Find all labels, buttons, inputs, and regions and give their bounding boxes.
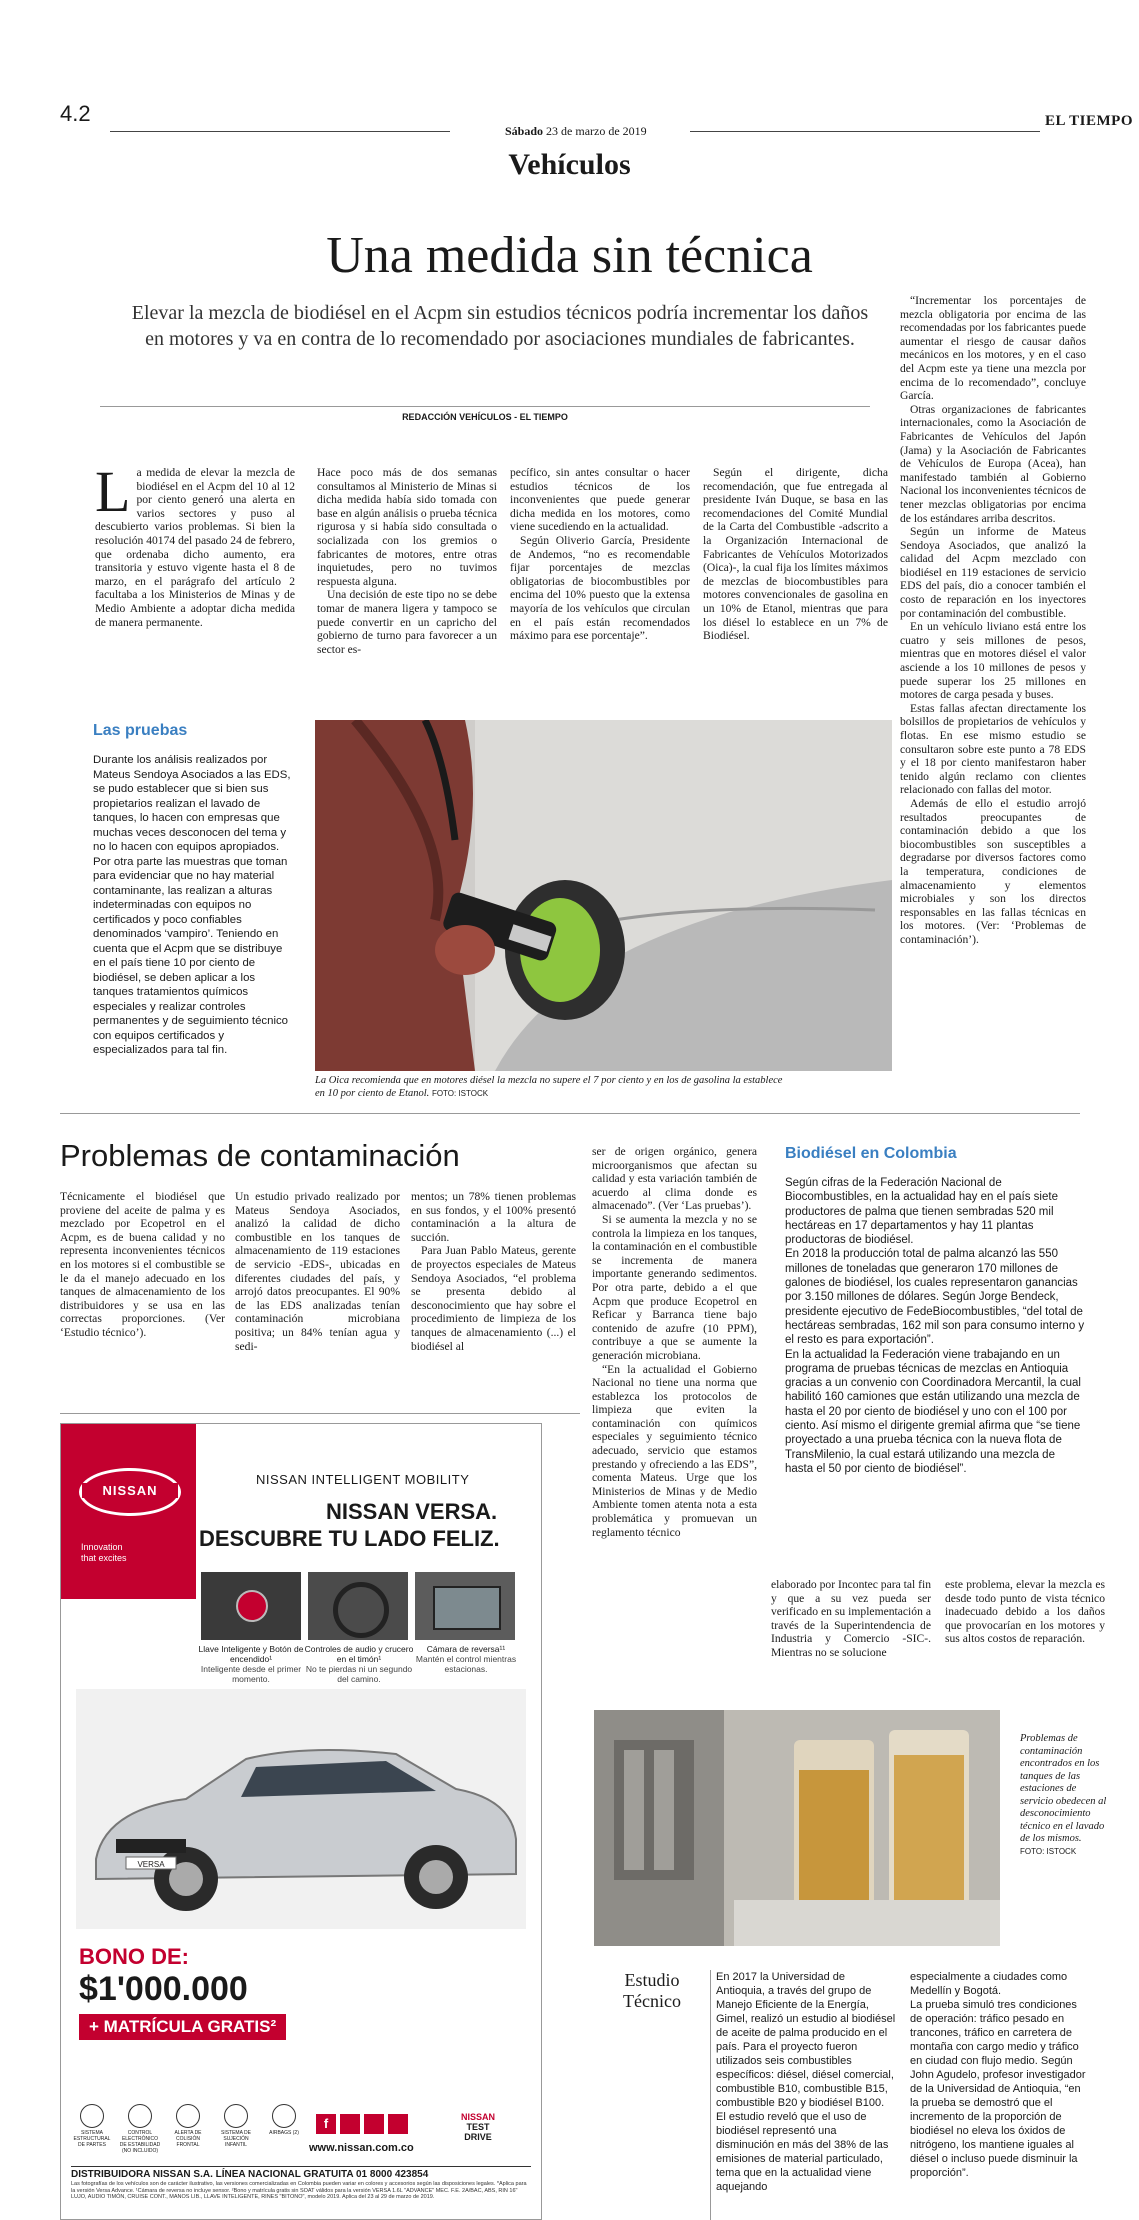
- safety-icon-label: ALERTA DE COLISIÓN FRONTAL: [174, 2130, 202, 2148]
- feature-photo-3: [415, 1572, 515, 1640]
- license-plate: VERSA: [137, 1860, 165, 1869]
- feature-sub: Inteligente desde el primer momento.: [200, 1664, 302, 1684]
- paragraph: Según un informe de Mateus Sendoya Asociados, que analizó la calidad del Acpm mezclado con biodiésel en 119 estaciones de servicio EDS del país, dio a conocer también el costo de reparación en los inyectores por contaminación del combustible.: [900, 525, 1086, 620]
- ad-fineprint: Las fotografías de los vehículos son de carácter ilustrativo, las versiones comercializadas en Colombia pueden variar en colores y accesorios según las disposiciones legales. *Aplica para la versión Versa Advance. ¹Cámara de reversa no incluye sensor. ²Bono y matrícula gratis sin SOAT válidos para la versión VERSA 1.6L "ADVANCE" MEC. F.E. 2A/BAC, ABS, RIN 16" LUJO, AUDIO TIMÓN, CRUISE CONT., MANOS LIB., LLAVE INTELIGENTE, RINES "BITONO", modelo 2019. Aplica del 23 al 29 de marzo de 2019.: [71, 2181, 527, 2200]
- header-rule-right: [690, 131, 1040, 132]
- drop-cap: L: [95, 459, 131, 524]
- engine-illustration: [594, 1710, 1000, 1946]
- paragraph: “Incrementar los porcentajes de mezcla obligatoria por encima de las recomendadas por los fabricantes puede aumentar el riesgo de causar daños mecánicos en los motores, y en el caso del Acpm este ya tiene una mezcla por encima de lo recomendado”, concluye García.: [900, 294, 1086, 403]
- photo-credit: FOTO: ISTOCK: [1020, 1846, 1077, 1856]
- ad-top-rule: [60, 1413, 580, 1414]
- contamination-col-2: Un estudio privado realizado por Mateus Sendoya Asociados, analizó la calidad de dicho combustible en los tanques de almacenamiento de 119 estaciones de servicio -EDS-, ubicadas en diferentes ciudades del país, y arrojó datos preocupantes. El 90% de las EDS analizadas tenían contaminación microbiana positiva; un 84% tenían agua y sedi-: [235, 1190, 400, 1353]
- bono-label: BONO DE:: [79, 1944, 189, 1969]
- safety-icon-label: CONTROL ELECTRÓNICO DE ESTABILIDAD (NO INCLUIDO): [119, 2130, 161, 2154]
- section-divider: [60, 1113, 1080, 1114]
- paragraph: Si se aumenta la mezcla y no se controla la limpieza en los tanques, la contaminación en el combustible se incrementa de manera importante generando sedimentos. Por otra parte, debido a el que Acpm que produce Ecopetrol en Reficar y Barranca tiene bajo contenido de azufre (10 PPM), contribuye a que se aumente la generación microbiana.: [592, 1212, 757, 1362]
- intro-column: [95, 459, 295, 629]
- instagram-icon[interactable]: [364, 2114, 384, 2134]
- contamination-col-1: Técnicamente el biodiésel que proviene del aceite de palma y es mezclado por Ecopetrol en el Acpm, es de buena calidad y no representa inconvenientes técnicos en los motores si el combustible se le da el manejo adecuado en los tanques de almacenamiento de los distribuidores y se usa en las correctas proporciones. (Ver ‘Estudio técnico’).: [60, 1190, 225, 1339]
- caption-text: Problemas de contaminación encontrados en los tanques de las estaciones de servicio obedecen al desconocimiento técnico en el lavado de los mismos.: [1020, 1733, 1107, 1844]
- column-4: [703, 466, 888, 643]
- paragraph: Para Juan Pablo Mateus, gerente de proyectos especiales de Mateus Sendoya Asociados, “el problema se presenta debido al desconocimiento que hay sobre el procedimiento de limpieza de los tanques de almacenamiento (...) el biodiésel al: [411, 1244, 576, 1353]
- safety-icons: [71, 2104, 311, 2154]
- car-illustration: [76, 1689, 526, 1929]
- estudio-label-line2: Técnico: [623, 1991, 681, 2011]
- paragraph: Otras organizaciones de fabricantes internacionales, como la Asociación de Fabricantes de Vehículos del Japón (Jama) y la Asociación de Fabricantes de Vehículos de Europa (Acea), han manifestado también al Gobierno Nacional los inconvenientes técnicos de tener mezclas obligatorias por encima de los estándares arriba descritos.: [900, 402, 1086, 525]
- contamination-title: Problemas de contaminación: [60, 1138, 460, 1173]
- car-image: [76, 1689, 526, 1929]
- column-3: [510, 466, 690, 643]
- paragraph: “En la actualidad el Gobierno Nacional no tiene una norma que establezca los protocolos de limpieza que eviten la contaminación con químicos especiales y seguimiento técnico adecuado, servicio que estamos prestando y ofreciendo a las EDS”, comenta Mateus. Urge que los Ministerios de Minas y de Medio Ambiente tomen atenta nota a esta problemática y promuevan un reglamento técnico: [592, 1362, 757, 1539]
- engine-photo: [594, 1710, 1000, 1946]
- contamination-col-3: [411, 1190, 576, 1353]
- fuel-pump-photo: [315, 720, 892, 1071]
- paragraph: En 2018 la producción total de palma alcanzó las 550 millones de toneladas que generaron 170 millones de galones de biodiésel, los cuales representaron ganancias por 3.150 millones de dólares. Según Jorge Bendeck, presidente ejecutivo de FedeBiocombustibles, “del total de hectáreas sembradas, 162 mil son para consumo interno y el resto es para exportación”.: [785, 1248, 1085, 1347]
- pruebas-heading: Las pruebas: [93, 722, 188, 739]
- safety-icon: [119, 2104, 161, 2154]
- intro-text: a medida de elevar la mezcla de biodiésel en el Acpm del 10 al 12 por ciento generó una alerta en varios sectores y puso al descubierto varios problemas. Si bien la resolución 40174 del pasado 24 de febrero, que ordenaba dicho aumento, era transitoria y estuvo vigente hasta el 8 de marzo, en el parágrafo del artículo 2 facultaba a los Ministerios de Minas y de Medio Ambiente a adoptar dicha medida de manera permanente.: [95, 466, 295, 629]
- article-lead: Elevar la mezcla de biodiésel en el Acpm sin estudios técnicos podría incrementar los daños en motores y va en contra de lo recomendado por asociaciones mundiales de fabricantes.: [131, 302, 869, 350]
- tagline-line2: that excites: [81, 1553, 127, 1563]
- feature-3: [411, 1644, 521, 1674]
- safety-icon: [167, 2104, 209, 2154]
- feature-sub: Mantén el control mientras estacionas.: [415, 1654, 517, 1674]
- contamination-col-6: este problema, elevar la mezcla es desde todo punto de vista técnico inadecuado debido a los daños que provocarían en los motores y sus altos costos de reparación.: [945, 1578, 1105, 1646]
- youtube-icon[interactable]: [388, 2114, 408, 2134]
- estudio-col-2: [910, 1970, 1090, 2180]
- photo1-caption: [315, 1075, 785, 1100]
- safety-icon-label: SISTEMA DE SUJECIÓN INFANTIL: [220, 2130, 251, 2148]
- feature-title: Controles de audio y crucero en el timón¹: [304, 1644, 414, 1664]
- bono-amount: $1'000.000: [79, 1970, 248, 2008]
- feature-title: Llave Inteligente y Botón de encendido¹: [198, 1644, 304, 1664]
- pruebas-text: Durante los análisis realizados por Mateus Sendoya Asociados a las EDS, se pudo establecer que si bien sus propietarios realizan el lavado de tanques, lo hacen con empresas que muchas veces desconocen del tema y no lo hacen con equipos apropiados. Por otra parte las muestras que toman para evidenciar que no hay material contaminante, las realizan a alturas indeterminadas con equipos no certificados y poco confiables denominados ‘vampiro’. Teniendo en cuenta que el Acpm que se distribuye en el país tiene 10 por ciento de biodiésel, se deben aplicar a los tanques tratamientos químicos especiales y realizar controles permanentes y de seguimiento técnico con equipos certificados y especializados para tal fin.: [93, 754, 291, 1056]
- test-drive-badge: [461, 2112, 495, 2142]
- column-5: [900, 294, 1086, 947]
- paragraph: Una decisión de este tipo no se debe tomar de manera ligera y tampoco se puede convertir en un capricho del gobierno de turno para favorecer a un sector es-: [317, 588, 497, 656]
- feature-title: Cámara de reversa¹¹: [426, 1644, 506, 1654]
- ad-headline-2: DESCUBRE TU LADO FELIZ.: [199, 1526, 500, 1551]
- date-day: Sábado: [505, 124, 544, 138]
- tagline: [81, 1542, 127, 1564]
- estudio-label: [617, 1970, 687, 2012]
- contamination-col-5: elaborado por Incontec para tal fin y que a su vez pueda ser verificado en su implementación a través de la Superintendencia de Industria y Comercio -SIC-. Mientras no se solucione: [771, 1578, 931, 1659]
- paragraph: Según el dirigente, dicha recomendación, que fue entregada al presidente Iván Duque, se basa en las recomendaciones del Comité Mundial de la Carta del Combustible -adscrito a la Organización Internacional de Fabricantes de Vehículos Motorizados (Oica)-, la cual fija los límites máximos de mezclas de biocombustibles para motores convencionales de gasolina en un 10% de Etanol, mientras que para los diésel lo establece en un 7% de Biodiésel.: [703, 466, 888, 643]
- date-rest: 23 de marzo de 2019: [546, 124, 647, 138]
- biodiesel-heading: Biodiésel en Colombia: [785, 1145, 957, 1162]
- mobility-tagline: NISSAN INTELLIGENT MOBILITY: [256, 1472, 470, 1487]
- byline-rule: [100, 406, 870, 407]
- estudio-label-line1: Estudio: [624, 1970, 680, 1990]
- safety-icon: [71, 2104, 113, 2154]
- test-drive-line2: TEST: [466, 2122, 490, 2132]
- photo-credit: FOTO: ISTOCK: [431, 1088, 489, 1098]
- paragraph: especialmente a ciudades como Medellín y Bogotá.: [910, 1971, 1068, 1997]
- paragraph: En la actualidad la Federación viene trabajando en un programa de pruebas técnicas de mezclas en Antioquia gracias a un convenio con Coordinadora Mercantil, la cual habilitó 160 camiones que están utilizando una mezcla de hasta el 20 por ciento de biodiésel y uno con el 100 por ciento. Así mismo el dirigente gremial afirma que “se tiene proyectado a una prueba técnica con la nueva flota de TransMilenio, la cual estará utilizando una mezcla de hasta el 50 por ciento de biodiésel”.: [785, 1348, 1081, 1475]
- byline: REDACCIÓN VEHÍCULOS - EL TIEMPO: [402, 412, 568, 422]
- nissan-logo: [79, 1468, 181, 1516]
- social-icons[interactable]: [316, 2114, 408, 2134]
- biodiesel-text: [785, 1176, 1085, 1476]
- ad-website[interactable]: www.nissan.com.co: [309, 2142, 414, 2154]
- paragraph: ser de origen orgánico, genera microorganismos que afectan su calidad y esta variación también de acuerdo al clima donde es almacenado”. (Ver ‘Las pruebas’).: [592, 1145, 757, 1213]
- matricula-badge: + MATRÍCULA GRATIS²: [79, 2014, 286, 2040]
- safety-icon-label: AIRBAGS (2): [269, 2130, 299, 2136]
- feature-sub: No te pierdas ni un segundo del camino.: [305, 1664, 413, 1684]
- twitter-icon[interactable]: [340, 2114, 360, 2134]
- camera-screen-icon: [433, 1586, 501, 1630]
- tagline-line1: Innovation: [81, 1542, 123, 1552]
- paragraph: En un vehículo liviano está entre los cuatro y seis millones de pesos, mientras que en motores diésel el valor asciende a los 10 millones de pesos y puede superar los 25 millones en motores de carga pesada y buses.: [900, 620, 1086, 702]
- estudio-divider: [710, 1970, 711, 2220]
- contamination-col-4: [592, 1145, 757, 1539]
- paragraph: Estas fallas afectan directamente los bolsillos de propietarios de vehículos y flotas. En ese mismo estudio se consultaron sobre este punto a 78 EDS y el 18 por ciento manifestaron haber tenido algún reclamo con clientes relacionado con fallas del motor.: [900, 701, 1086, 797]
- safety-icon: [263, 2104, 305, 2154]
- safety-icon: [215, 2104, 257, 2154]
- test-drive-line1: NISSAN: [461, 2112, 496, 2122]
- estudio-col-1: En 2017 la Universidad de Antioquia, a través del grupo de Manejo Eficiente de la Energía, Gimel, realizó un estudio al biodiésel de aceite de palma producido en el país. Para el proyecto fueron utilizados seis combustibles específicos: diésel, diésel comercial, combustible B10, combustible B15, combustible B20 y biodiésel B100. El estudio reveló que el uso de biodiésel representó una disminución en más del 38% de las emisiones de material particulado, tema que en la actualidad viene aquejando: [716, 1971, 896, 2193]
- nissan-advertisement: [60, 1423, 542, 2220]
- paragraph: Según Oliverio García, Presidente de Andemos, “no es recomendable fijar porcentajes de mezclas obligatorias de biocombustibles por encima del 10% puesto que la extensa mayoría de los vehículos que circulan en el país están recomendados máximo para ese porcentaje”.: [510, 533, 690, 643]
- column-2: [317, 466, 497, 656]
- ad-headline-1: NISSAN VERSA.: [326, 1499, 498, 1524]
- paragraph: La prueba simuló tres condiciones de operación: tráfico pesado en trancones, tráfico en carretera de montaña con cargo medio y tráfico en ciudad con flujo medio. Según John Agudelo, profesor investigador de la Universidad de Antioquia, “en la prueba se demostró que el incremento de la proporción de biodiésel no eleva los óxidos de nitrógeno, los mantiene iguales al diésel o incluso puede disminuir la proporción”.: [910, 1999, 1086, 2179]
- start-button-icon: [236, 1590, 268, 1622]
- facebook-icon[interactable]: f: [316, 2114, 336, 2134]
- test-drive-line3: DRIVE: [464, 2132, 492, 2142]
- paragraph: Hace poco más de dos semanas consultamos al Ministerio de Minas si dicha medida había sido tomada con base en algún análisis o prueba técnica rigurosa y si había sido consultada o socializada con los gremios o fabricantes de motores, entre otras inquietudes, pero no tuvimos respuesta alguna.: [317, 466, 497, 588]
- paragraph: Además de ello el estudio arrojó resultados preocupantes de contaminación debido a que los biocombustibles son susceptibles a degradarse por diversos factores como la temperatura, condiciones de almacenamiento y elementos microbiales y son los directos responsables en las fallas técnicas en los motores. (Ver: ‘Problemas de contaminación’).: [900, 796, 1086, 946]
- header-rule-left: [110, 131, 450, 132]
- caption-text: La Oica recomienda que en motores diésel la mezcla no supere el 7 por ciento y en los de gasolina la establece en 10 por ciento de Etanol.: [315, 1075, 783, 1099]
- photo2-caption: [1020, 1733, 1110, 1858]
- section-title: Vehículos: [508, 148, 631, 181]
- feature-photo-2: [308, 1572, 408, 1640]
- page-date: [505, 124, 647, 139]
- brand-logo: EL TIEMPO: [1045, 113, 1133, 129]
- nissan-logo-panel: [61, 1424, 196, 1599]
- feature-2: [304, 1644, 414, 1684]
- steering-wheel-icon: [333, 1582, 389, 1638]
- paragraph: Según cifras de la Federación Nacional de Biocombustibles, en la actualidad hay en el país siete productores de palma que tienen sembradas 520 mil hectáreas en 17 departamentos y hay 11 plantas productoras de biodiésel.: [785, 1177, 1058, 1247]
- article-title: Una medida sin técnica: [326, 227, 813, 284]
- distributor-line: DISTRIBUIDORA NISSAN S.A. LÍNEA NACIONAL GRATUITA 01 8000 423854: [71, 2166, 531, 2180]
- page-number: 4.2: [60, 101, 91, 126]
- paragraph: mentos; un 78% tienen problemas en sus fondos, y el 100% presentó contaminación a la altura de succión.: [411, 1190, 576, 1244]
- feature-photo-1: [201, 1572, 301, 1640]
- nissan-logo-text: NISSAN: [82, 1483, 178, 1498]
- feature-1: [196, 1644, 306, 1684]
- fuel-pump-illustration: [315, 720, 892, 1071]
- paragraph: pecífico, sin antes consultar o hacer estudios técnicos de los inconvenientes que puede generar dicha medida en los motores, como viene sucediendo en la actualidad.: [510, 466, 690, 534]
- safety-icon-label: SISTEMA ESTRUCTURAL DE PARTES: [73, 2130, 111, 2148]
